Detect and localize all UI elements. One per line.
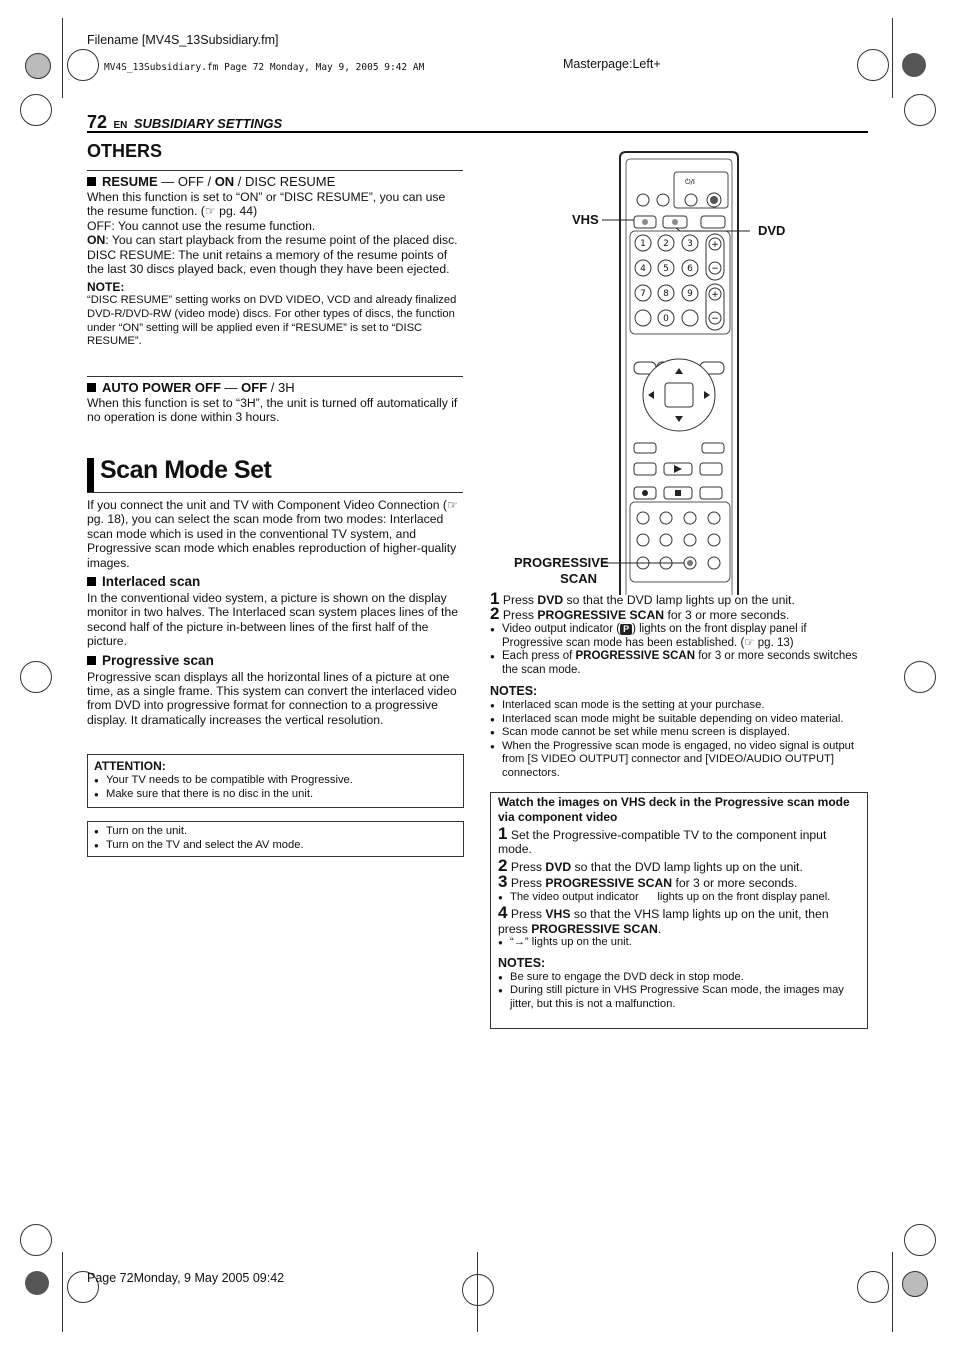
key-0: 0: [663, 314, 669, 324]
dvd-callout: DVD: [758, 223, 786, 238]
interlaced-heading: Interlaced scan: [87, 573, 463, 591]
crosshair-icon: [20, 94, 52, 126]
attention-item: ● Your TV needs to be compatible with Progressive.: [94, 774, 457, 788]
key-5: 5: [663, 264, 669, 274]
square-bullet-icon: [87, 177, 96, 186]
crosshair-icon: [857, 1271, 889, 1303]
progressive-indicator-icon: P: [620, 624, 632, 635]
key-9: 9: [687, 289, 693, 299]
prep-item: ● Turn on the unit.: [94, 825, 457, 839]
vhs-step-2: 2 Press DVD so that the DVD lamp lights up on the unit.: [498, 855, 803, 875]
slug-line: MV4S_13Subsidiary.fm Page 72 Monday, May 9, 2005 9:42 AM: [104, 62, 425, 73]
scan-body: [87, 498, 463, 727]
registration-dot-icon: [902, 1271, 928, 1297]
registration-dot-icon: [25, 53, 51, 79]
prep-item: ● Turn on the TV and select the AV mode.: [94, 839, 457, 853]
section-title: SUBSIDIARY SETTINGS: [133, 116, 283, 131]
scan-intro: If you connect the unit and TV with Component Video Connection (☞ pg. 18), you can select the scan mode from two modes: Interlaced scan mode which is used in the conventional TV system, and Progressive scan mode which enables reproduction of higher-quality images.: [87, 498, 458, 570]
registration-dot-icon: [902, 53, 926, 77]
vhs-step-4-bullet: ● “→” lights up on the unit.: [498, 936, 860, 950]
step-2: 2 Press PROGRESSIVE SCAN for 3 or more seconds.: [490, 604, 790, 624]
attention-item: ● Make sure that there is no disc in the unit.: [94, 788, 457, 802]
resume-section: [87, 174, 463, 349]
scan-title: Scan Mode Set: [100, 456, 272, 484]
key-3: 3: [687, 239, 693, 249]
vhs-notes-title: NOTES:: [498, 955, 546, 970]
steps-section: [490, 589, 868, 781]
resume-off: OFF: You cannot use the resume function.: [87, 218, 316, 233]
crosshair-icon: [904, 94, 936, 126]
vhs-step-4: 4 Press VHS so that the VHS lamp lights up on the unit, then press PROGRESSIVE SCAN.: [498, 903, 829, 936]
note-item: ● Interlaced scan mode is the setting at your purchase.: [490, 699, 868, 713]
minus-key-label: −: [711, 314, 719, 324]
auto-power-paragraph: When this function is set to “3H”, the unit is turned off automatically if no operation is done within 3 hours.: [87, 396, 458, 425]
key-7: 7: [640, 289, 646, 299]
resume-disc: DISC RESUME: The unit retains a memory of the resume points of the last 30 discs played back, even though they have been ejected.: [87, 247, 450, 277]
power-key-label: ⏻/I: [685, 178, 695, 186]
plus-key-label: +: [711, 290, 719, 300]
vhs-step-3: 3 Press PROGRESSIVE SCAN for 3 or more seconds.: [498, 872, 798, 892]
interlaced-text: In the conventional video system, a picture is shown on the display monitor in two halves. The Interlaced scan system places lines of the second half of the picture in-between lines of the first half of the picture.: [87, 591, 458, 649]
attention-title: ATTENTION:: [94, 759, 166, 773]
vhs-step-1: 1 Set the Progressive-compatible TV to the component input mode.: [498, 824, 827, 857]
masterpage-label: Masterpage:Left+: [563, 57, 661, 71]
crosshair-icon: [904, 1224, 936, 1256]
resume-paragraph: When this function is set to “ON” or “DISC RESUME”, you can use the resume function. (☞ pg. 44): [87, 190, 446, 219]
filename-label: Filename [MV4S_13Subsidiary.fm]: [87, 33, 279, 47]
step-1: 1 Press DVD so that the DVD lamp lights up on the unit.: [490, 589, 795, 608]
others-title: OTHERS: [87, 141, 163, 161]
vhs-step-3-bullet: ● The video output indicator lights up on the front display panel.: [498, 891, 860, 905]
note-item: ● Interlaced scan mode might be suitable depending on video material.: [490, 713, 868, 727]
vhs-callout: VHS: [572, 212, 599, 227]
note-item: ● When the Progressive scan mode is engaged, no video signal is output from [S VIDEO OUTPUT] connector and [VIDEO/AUDIO OUTPUT] connectors.: [490, 740, 868, 781]
remote-control-illustration: [590, 150, 750, 595]
resume-on: ON: You can start playback from the resume point of the placed disc.: [87, 233, 458, 248]
crosshair-icon: [857, 49, 889, 81]
key-6: 6: [687, 264, 693, 274]
crosshair-icon: [20, 661, 52, 693]
crosshair-icon: [20, 1224, 52, 1256]
crosshair-icon: [462, 1274, 494, 1306]
progressive-scan-callout: PROGRESSIVE SCAN: [514, 555, 609, 586]
key-1: 1: [640, 239, 646, 249]
crosshair-icon: [67, 49, 99, 81]
notes-title: NOTES:: [490, 684, 538, 698]
key-2: 2: [663, 239, 669, 249]
minus-key-label: −: [711, 264, 719, 274]
lang-code: EN: [113, 120, 128, 131]
square-bullet-icon: [87, 656, 96, 665]
progressive-text: Progressive scan displays all the horizontal lines of a picture at one time, as a single frame. This system can convert the interlaced video from DVD into progressive format for connection to a progressive display. It dramatically increases the vertical resolution.: [87, 669, 457, 727]
step-2-bullet: ● Video output indicator ( P ) lights on the front display panel if Progressive scan mode has been established. (☞ pg. 13): [490, 623, 868, 651]
footer-slug: Page 72Monday, 9 May 2005 09:42: [87, 1271, 285, 1285]
crosshair-icon: [904, 661, 936, 693]
resume-heading: RESUME — OFF / ON / DISC RESUME: [87, 174, 463, 190]
square-bullet-icon: [87, 383, 96, 392]
auto-power-heading: AUTO POWER OFF — OFF / 3H: [87, 380, 463, 396]
plus-key-label: +: [711, 240, 719, 250]
resume-note: “DISC RESUME” setting works on DVD VIDEO, VCD and already finalized DVD-R/DVD-RW (video mode) discs. For other types of discs, the function under “ON” setting will be applied even if “RESUME” is set to “DISC RESUME”.: [87, 294, 457, 348]
vhs-box-title: Watch the images on VHS deck in the Progressive scan mode via component video: [498, 795, 850, 824]
vhs-note-item: ● Be sure to engage the DVD deck in stop mode.: [498, 971, 860, 985]
key-8: 8: [663, 289, 669, 299]
scan-title-bar: [87, 458, 94, 492]
registration-dot-icon: [25, 1271, 49, 1295]
step-2-bullet: ● Each press of PROGRESSIVE SCAN for 3 or more seconds switches the scan mode.: [490, 650, 868, 678]
resume-note-title: NOTE:: [87, 280, 125, 295]
key-4: 4: [640, 264, 646, 274]
page-number: 72: [87, 112, 108, 132]
note-item: ● Scan mode cannot be set while menu screen is displayed.: [490, 726, 868, 740]
vhs-progressive-box: [490, 792, 868, 1029]
vhs-note-item: ● During still picture in VHS Progressive Scan mode, the images may jitter, but this is not a malfunction.: [498, 984, 860, 1011]
progressive-heading: Progressive scan: [87, 652, 463, 670]
square-bullet-icon: [87, 577, 96, 586]
prep-box: [87, 821, 464, 857]
attention-box: [87, 754, 464, 808]
auto-power-section: [87, 380, 463, 425]
